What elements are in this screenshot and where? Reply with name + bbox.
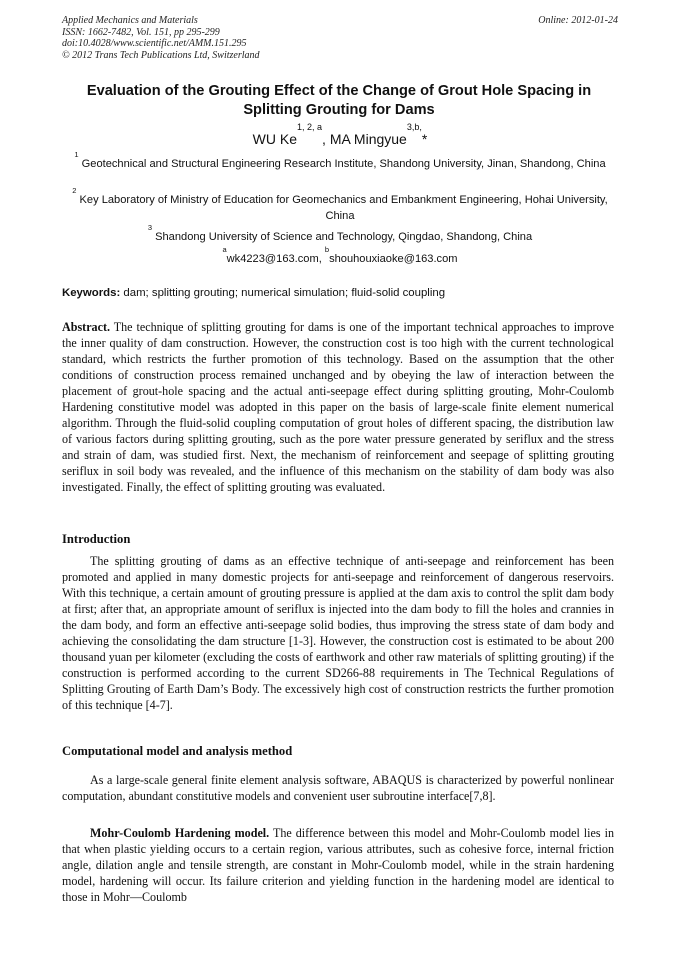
issn-line: ISSN: 1662-7482, Vol. 151, pp 295-299 bbox=[62, 26, 220, 38]
mohr-coulomb-paragraph bbox=[62, 826, 614, 906]
abstract-label: Abstract. bbox=[62, 320, 111, 334]
affiliation-text: Shandong University of Science and Technology, Qingdao, Shandong, China bbox=[155, 231, 533, 243]
introduction-paragraph: The splitting grouting of dams as an effective technique of anti-seepage and reinforcement has been promoted and applied in many domestic projects for anti-seepage and reinforcement of dangerous reservoirs. With this technique, a certain amount of grouting pressure is applied at the dam axis to control the split dam body at first; after that, an appropriate amount of seriflux is injected into the dam body to fill the holes and crannies in the dam body, and form an effective anti-seepage solid bodies, thus improving the stress state of dam body and achieving the consolidating the dam structure [1-3]. However, the construction cost is estimated to be about 200 thousand yuan per kilometer (excluding the costs of earthwork and other raw materials of splitting grouting) if the construction is performed according to the current SD266-88 requirements in The Technical Regulations of Splitting Grouting of Earth Dam’s Body. The excessively high cost of construction restricts the further promotion of this technique [4-7]. bbox=[62, 554, 614, 712]
online-date: Online: 2012-01-24 bbox=[538, 15, 618, 26]
doi-line: doi:10.4028/www.scientific.net/AMM.151.295 bbox=[62, 38, 247, 50]
journal-header bbox=[62, 15, 618, 61]
abstract bbox=[62, 320, 614, 495]
author-superscript: 1, 2, a bbox=[297, 122, 323, 132]
journal-name: Applied Mechanics and Materials bbox=[62, 15, 198, 26]
affiliation-text: Key Laboratory of Ministry of Education for Geomechanics and Embankment Engineering, Hohai University, China bbox=[79, 194, 608, 222]
abstract-text: The technique of splitting grouting for dams is one of the important technical approaches to improve the inner quality of dam construction. However, the construction cost is too high with the current technological standard, which restricts the further promotion of this technology. Based on the assumption that the other conditions of construction process remained unchanged and by obeying the law of interaction between the placement of grout-hole spacing and the actual anti-seepage effect during splitting grouting, Mohr-Coulomb Hardening constitutive model was adopted in this paper on the basis of large-scale finite element numerical algorithm. Through the fluid-solid coupling computation of grout holes of different spacing, the distribution law of various factors during splitting grouting, such as the pore water pressure generated by seriflux and the stress and strain of dam, was studied first. Next, the mechanism of reinforcement and seepage of splitting grouting seriflux in soil body was revealed, and the influence of this mechanism on the stability of dam body was also investigated. Finally, the effect of splitting grouting was evaluated. bbox=[62, 320, 614, 494]
affiliation bbox=[62, 150, 618, 173]
section-heading-computational-model: Computational model and analysis method bbox=[62, 744, 293, 758]
mohr-coulomb-label: Mohr-Coulomb Hardening model. bbox=[90, 826, 270, 840]
affiliation bbox=[62, 186, 618, 224]
copyright-line: © 2012 Trans Tech Publications Ltd, Switzerland bbox=[62, 49, 260, 61]
keywords-text: dam; splitting grouting; numerical simulation; fluid-solid coupling bbox=[120, 287, 446, 299]
keywords bbox=[62, 286, 618, 301]
mohr-coulomb-text: The difference between this model and Mohr-Coulomb model lies in that when plastic yielding occurs to a certain region, various attributes, such as cohesive force, internal friction angle, dilation angle and tensile strength, are constant in Mohr-Coulomb model, while in the strain hardening model, hardening will occur. Its failure criterion and yielding function in the hardening model are identical to those in Mohr—Coulomb bbox=[62, 826, 614, 904]
author-name: WU Ke bbox=[252, 131, 297, 147]
email-superscript: b bbox=[324, 245, 330, 254]
section-heading-introduction: Introduction bbox=[62, 532, 131, 546]
author-line bbox=[62, 122, 618, 148]
email-address[interactable]: wk4223@163.com bbox=[226, 253, 319, 265]
author-superscript: 3,b, bbox=[406, 122, 422, 132]
email-superscript: a bbox=[222, 245, 227, 254]
paper-title: Evaluation of the Grouting Effect of the Change of Grout Hole Spacing in Splitting Grouting for Dams bbox=[86, 83, 592, 118]
corresponding-author-mark: * bbox=[421, 131, 428, 147]
author-separator: , bbox=[322, 131, 330, 147]
computational-model-paragraph: As a large-scale general finite element analysis software, ABAQUS is characterized by powerful nonlinear computation, abundant constitutive models and convenient user subroutine interface[7,8]. bbox=[62, 773, 614, 803]
affiliation bbox=[62, 223, 618, 246]
keywords-label: Keywords: bbox=[62, 287, 121, 299]
email-line bbox=[62, 245, 618, 268]
email-separator: , bbox=[318, 253, 325, 265]
author-name: MA Mingyue bbox=[329, 131, 407, 147]
affiliation-number: 2 bbox=[72, 186, 77, 195]
affiliation-text: Geotechnical and Structural Engineering Research Institute, Shandong University, Jinan, Shandong, China bbox=[81, 158, 606, 170]
email-address[interactable]: shouhouxiaoke@163.com bbox=[329, 253, 458, 265]
affiliation-number: 3 bbox=[147, 223, 153, 232]
affiliation-number: 1 bbox=[74, 150, 79, 159]
